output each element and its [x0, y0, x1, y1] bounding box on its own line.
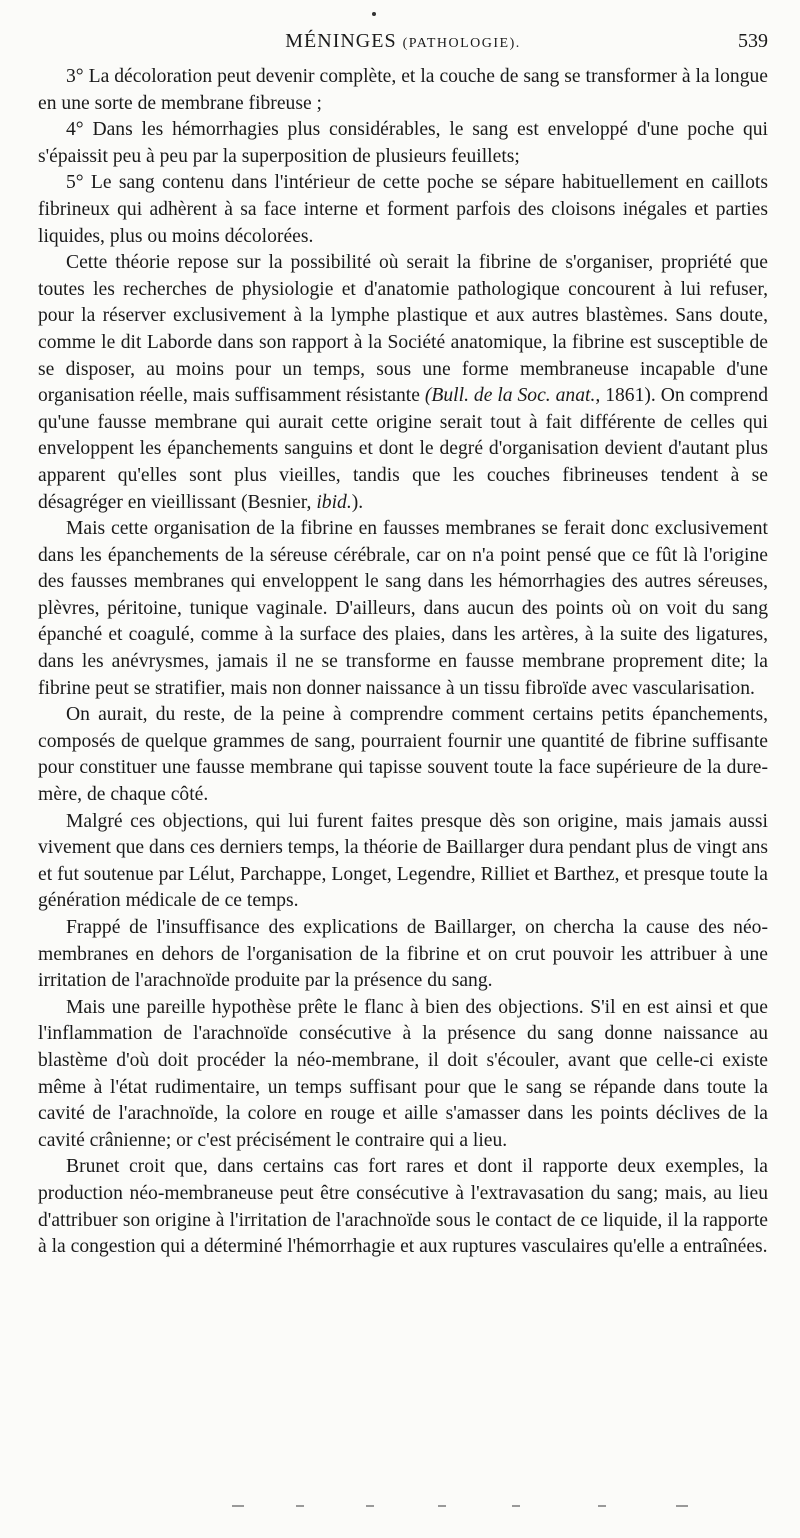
- paragraph-5: Mais cette organisation de la fibrine en fausses membranes se ferait donc exclusivement dans les épanchements de la séreuse cérébrale, car on n'a point pensé que ce fût là l'origine des fausses membranes qui enveloppent le sang dans les hémorrhagies des autres séreuses, plèvres, péritoine, tunique vaginale. D'ailleurs, dans aucun des points où on voit du sang épanché et coagulé, comme à la surface des plaies, dans les artères, à la suite des ligatures, dans les anévrysmes, jamais il ne se transforme en fausse membrane proprement dite; la fibrine peut se stratifier, mais non donner naissance à un tissu fibroïde avec vascularisation.: [38, 518, 768, 699]
- paragraph-7: Malgré ces objections, qui lui furent faites presque dès son origine, mais jamais aussi vivement que dans ces derniers temps, la théorie de Baillarger dura pendant plus de vingt ans et fut soutenue par Lélut, Parchappe, Longet, Legendre, Rilliet et Barthez, et presque toute la génération médicale de ce temps.: [38, 810, 768, 912]
- paragraph-1: 3° La décoloration peut devenir complète, et la couche de sang se transformer à la longue en une sorte de membrane fibreuse ;: [38, 66, 768, 114]
- page-number: 539: [738, 30, 768, 52]
- paragraph-2: 4° Dans les hémorrhagies plus considérables, le sang est enveloppé d'une poche qui s'épaissit peu à peu par la superposition de plusieurs feuillets;: [38, 119, 768, 167]
- print-speck: [372, 12, 376, 16]
- running-title: [38, 30, 768, 53]
- running-header: [38, 30, 768, 60]
- paragraph-4: Cette théorie repose sur la possibilité où serait la fibrine de s'organiser, propriété que toutes les recherches de physiologie et d'anatomie pathologique concourent à lui refuser, pour la réserver exclusivement à la lymphe plastique et aux autres blastèmes. Sans doute, comme le dit Laborde dans son rapport à la Société anatomique, la fibrine est susceptible de se disposer, au moins pour un temps, sous une forme membraneuse incapable d'une organisation réelle, mais suffisamment résistante (Bull. de la Soc. anat., 1861). On comprend qu'une fausse membrane qui aurait cette origine serait tout à fait différente de celles qui enveloppent les épanchements sanguins et dont le degré d'organisation devient d'autant plus apparent qu'elles sont plus vieilles, tandis que les couches fibrineuses tendent à se désagréger en vieillissant (Besnier, ibid.).: [38, 252, 768, 513]
- running-title-main: MÉNINGES: [285, 30, 397, 52]
- paragraph-10: Brunet croit que, dans certains cas fort rares et dont il rapporte deux exemples, la production néo-membraneuse peut être consécutive à l'extravasation du sang; mais, au lieu d'attribuer son origine à l'irritation de l'arachnoïde sous le contact de ce liquide, il la rapporte à la congestion qui a déterminé l'hémorrhagie et aux ruptures vasculaires qu'elle a entraînées.: [38, 1156, 768, 1258]
- running-title-sub: (PATHOLOGIE).: [402, 36, 521, 51]
- paragraph-9: Mais une pareille hypothèse prête le flanc à bien des objections. S'il en est ainsi et que l'inflammation de l'arachnoïde consécutive à la présence du sang donne naissance au blastème d'où doit procéder la néo-membrane, il doit s'écouler, avant que celle-ci existe même à l'état rudimentaire, un temps suffisant pour que le sang se répande dans toute la cavité de l'arachnoïde, la colore en rouge et aille s'amasser dans les points déclives de la cavité crânienne; or c'est précisément le contraire qui a lieu.: [38, 996, 768, 1151]
- ibid-italic: ibid.: [316, 491, 352, 513]
- paragraph-8: Frappé de l'insuffisance des explications de Baillarger, on chercha la cause des néo-membranes en dehors de l'organisation de la fibrine et on crut pouvoir les attribuer à une irritation de l'arachnoïde produite par la présence du sang.: [38, 917, 768, 992]
- paragraph-6: On aurait, du reste, de la peine à comprendre comment certains petits épanchements, composés de quelque grammes de sang, pourraient fournir une quantité de fibrine suffisante pour constituer une fausse membrane qui tapisse souvent toute la face supérieure de la dure-mère, de chaque côté.: [38, 704, 768, 806]
- scan-artifacts: [0, 1505, 800, 1511]
- paragraph-3: 5° Le sang contenu dans l'intérieur de cette poche se sépare habituellement en caillots fibrineux qui adhèrent à sa face interne et forment parfois des cloisons inégales et parties liquides, plus ou moins décolorées.: [38, 172, 768, 247]
- citation-italic: (Bull. de la Soc. anat.,: [424, 385, 601, 407]
- page-body: [38, 64, 768, 1261]
